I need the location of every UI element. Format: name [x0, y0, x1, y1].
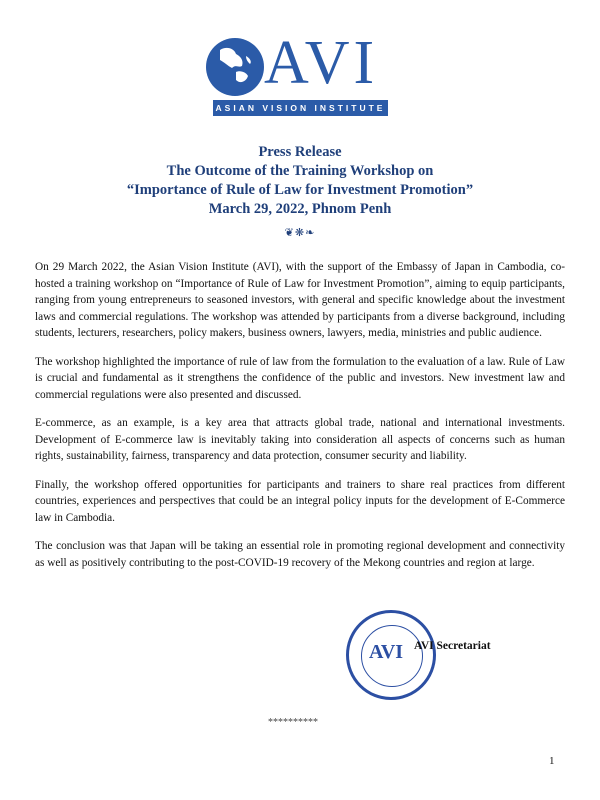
paragraph: On 29 March 2022, the Asian Vision Institute (AVI), with the support of the Embassy of Japan in Cambodia, co-hosted a training workshop on “Importance of Rule of Law for Investment Promotion”, aiming to equip participants, ranging from young entrepreneurs to seasoned investors, with general and specific knowledge about the investment laws and commercial regulations. The workshop was attended by participants from a diverse background, including students, lecturers, researchers, policy makers, business owners, lawyers, media, ministries and public audience.: [35, 261, 565, 339]
heading-line-2: The Outcome of the Training Workshop on: [166, 163, 434, 179]
ornament-divider: ❦❋❧: [284, 227, 316, 239]
page-number: 1: [549, 755, 555, 767]
paragraph: Finally, the workshop offered opportunities for participants and trainers to share real practices from different countries, experiences and perspectives that could be an integral policy inputs for the development of E-Commerce law in Cambodia.: [35, 478, 565, 524]
heading-line-4: March 29, 2022, Phnom Penh: [208, 201, 392, 217]
signature: AVI Secretariat: [414, 640, 491, 652]
body-text: [35, 259, 565, 583]
stamp-center-text: AVI: [369, 641, 404, 663]
paragraph: The conclusion was that Japan will be taking an essential role in promoting regional development and connectivity as well as positively contributing to the post-COVID-19 recovery of the Mekong countries and region at large.: [35, 540, 565, 569]
globe-icon: [206, 38, 264, 96]
heading-line-1: Press Release: [258, 144, 342, 160]
paragraph: E-commerce, as an example, is a key area that attracts global trade, national and international investments. Development of E-commerce law is inevitably taking into consideration all aspects of concerns such as human rights, sustainability, fairness, transparency and data protection, consumer security and liability.: [35, 417, 565, 462]
paragraph: The workshop highlighted the importance of rule of law from the formulation to the evaluation of a law. Rule of Law is crucial and fundamental as it strengthens the confidence of the public and investors. New investment law and commercial regulations were also presented and discussed.: [35, 355, 565, 401]
avi-logo: [206, 29, 396, 120]
end-marker: **********: [268, 717, 318, 728]
heading-line-3: “Importance of Rule of Law for Investment Promotion”: [126, 182, 474, 198]
logo-letters: AVI: [264, 29, 379, 97]
official-stamp: [346, 610, 436, 700]
logo-band: ASIAN VISION INSTITUTE: [213, 100, 388, 116]
press-release-heading: [0, 143, 600, 219]
